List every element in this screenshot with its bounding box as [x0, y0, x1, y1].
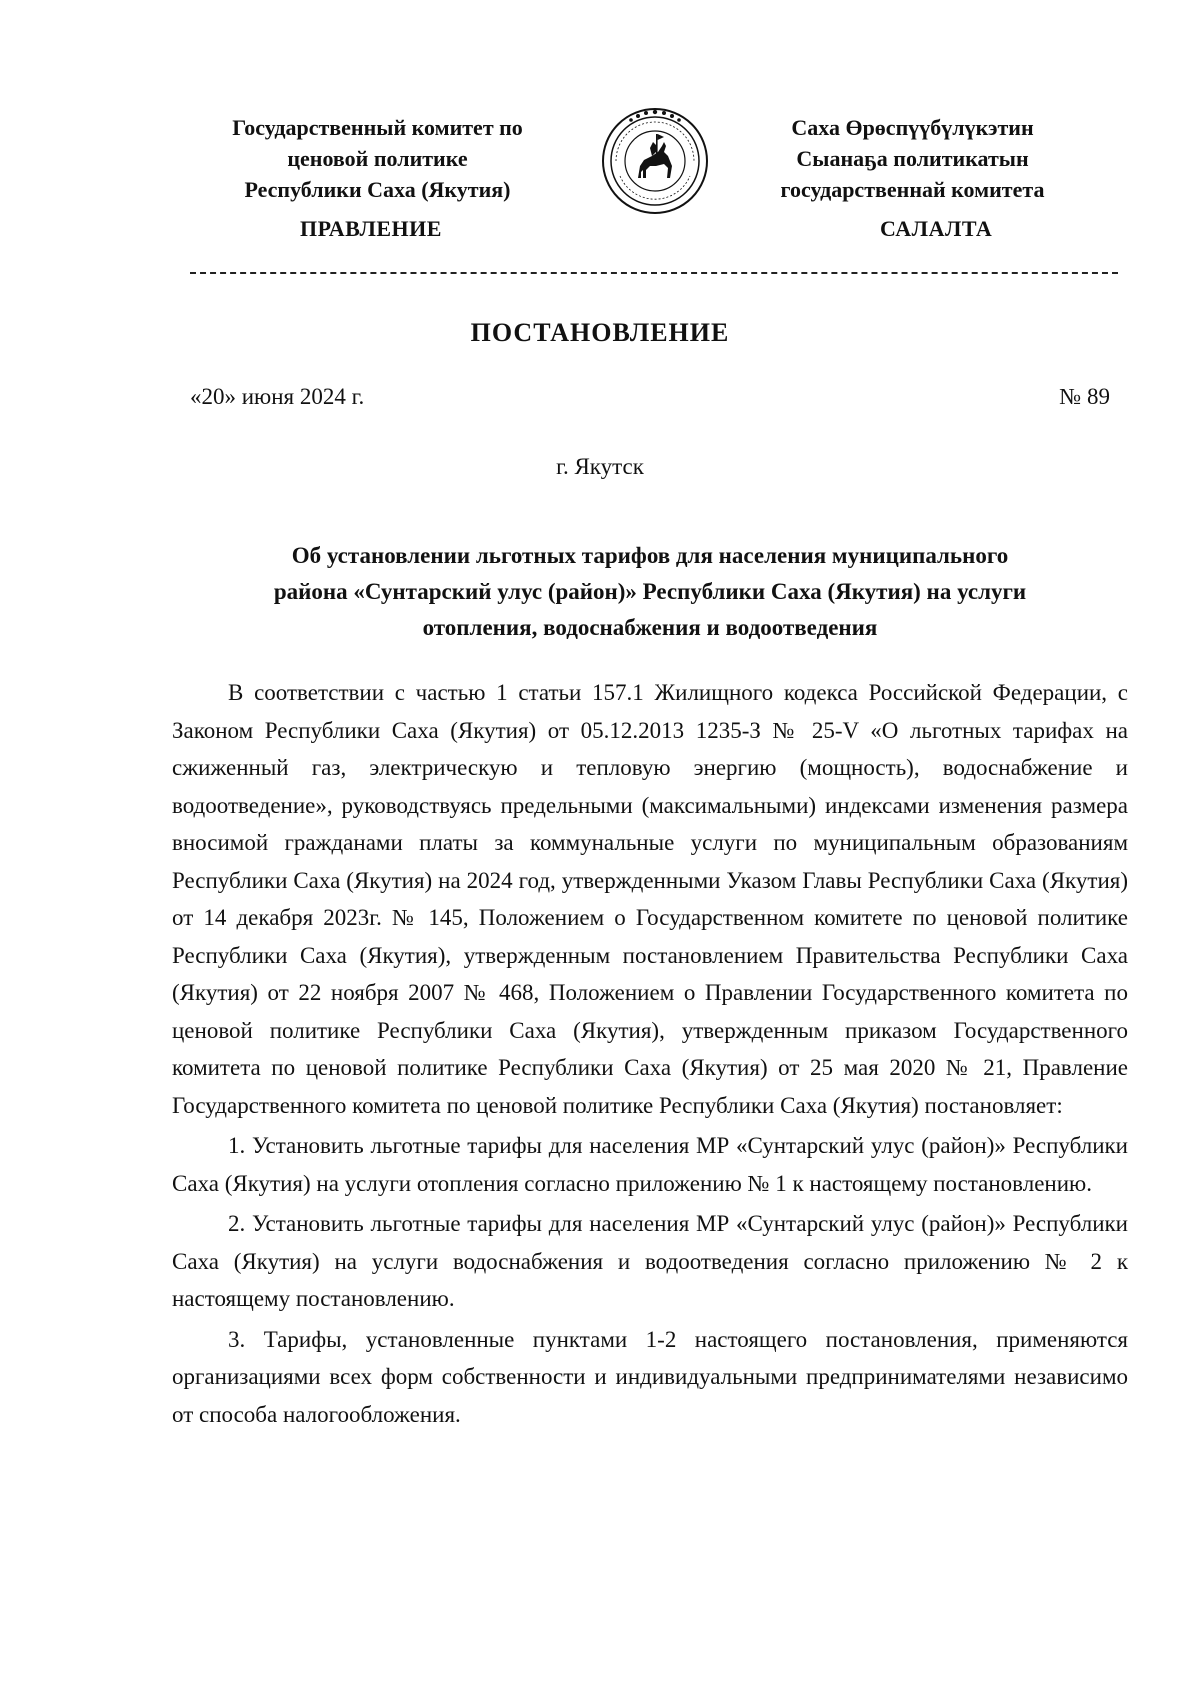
letterhead-russian: [190, 112, 565, 205]
subject-line: Об установлении льготных тарифов для населения муниципального: [291, 543, 1009, 568]
sakha-republic-emblem-icon: [600, 106, 710, 216]
subject-line: отопления, водоснабжения и водоотведения: [422, 615, 878, 640]
letterhead-yakut: [725, 112, 1100, 205]
board-label-yakut: САЛАЛТА: [880, 216, 993, 241]
document-body: [172, 674, 1128, 1433]
letterhead-yakut-line: Саха Өрөспүүбүлүкэтин: [791, 115, 1034, 140]
resolution-item: 1. Установить льготные тарифы для населения МР «Сунтарский улус (район)» Республики Саха (Якутия) на услуги отопления согласно приложению № 1 к настоящему постановлению.: [172, 1133, 1128, 1196]
header-divider: [190, 272, 1118, 274]
board-label-russian: ПРАВЛЕНИЕ: [300, 216, 442, 241]
letterhead-yakut-line: государственнай комитета: [780, 177, 1045, 202]
letterhead-russian-line: Государственный комитет по: [232, 115, 523, 140]
letterhead-yakut-line: Сыанаҕа политикатын: [796, 146, 1029, 171]
resolution-item: 2. Установить льготные тарифы для населения МР «Сунтарский улус (район)» Республики Саха (Якутия) на услуги водоснабжения и водоотведения согласно приложению № 2 к настоящему постановлению.: [172, 1211, 1128, 1311]
resolution-item: 3. Тарифы, установленные пунктами 1-2 настоящего постановления, применяются организациями всех форм собственности и индивидуальными предпринимателями независимо от способа налогообложения.: [172, 1326, 1128, 1427]
letterhead: [190, 112, 1100, 262]
letterhead-russian-line: ценовой политике: [287, 146, 468, 171]
preamble-paragraph: В соответствии с частью 1 статьи 157.1 Жилищного кодекса Российской Федерации, с Законом Республики Саха (Якутия) от 05.12.2013 1235-З № 25-V «О льготных тарифах на сжиженный газ, электрическую и тепловую энергию (мощность), водоснабжение и водоотведение», руководствуясь предельными (максимальными) индексами изменения размера вносимой гражданами платы за коммунальные услуги по муниципальным образованиям Республики Саха (Якутия) на 2024 год, утвержденными Указом Главы Республики Саха (Якутия) от 14 декабря 2023г. № 145, Положением о Государственном комитете по ценовой политике Республики Саха (Якутия), утвержденным постановлением Правительства Республики Саха (Якутия) от 22 ноября 2007 № 468, Положением о Правлении Государственного комитета по ценовой политике Республики Саха (Якутия), утвержденным приказом Государственного комитета по ценовой политике Республики Саха (Якутия) от 25 мая 2020 № 21, Правление Государственного комитета по ценовой политике Республики Саха (Якутия) постановляет:: [172, 680, 1128, 1118]
letterhead-russian-line: Республики Саха (Якутия): [244, 177, 511, 202]
document-city: г. Якутск: [556, 454, 644, 479]
document-title: ПОСТАНОВЛЕНИЕ: [470, 318, 730, 347]
document-date: «20» июня 2024 г.: [190, 384, 365, 409]
document-number: № 89: [1059, 384, 1110, 409]
document-subject: [170, 538, 1130, 646]
subject-line: района «Сунтарский улус (район)» Республики Саха (Якутия) на услуги: [273, 579, 1027, 604]
